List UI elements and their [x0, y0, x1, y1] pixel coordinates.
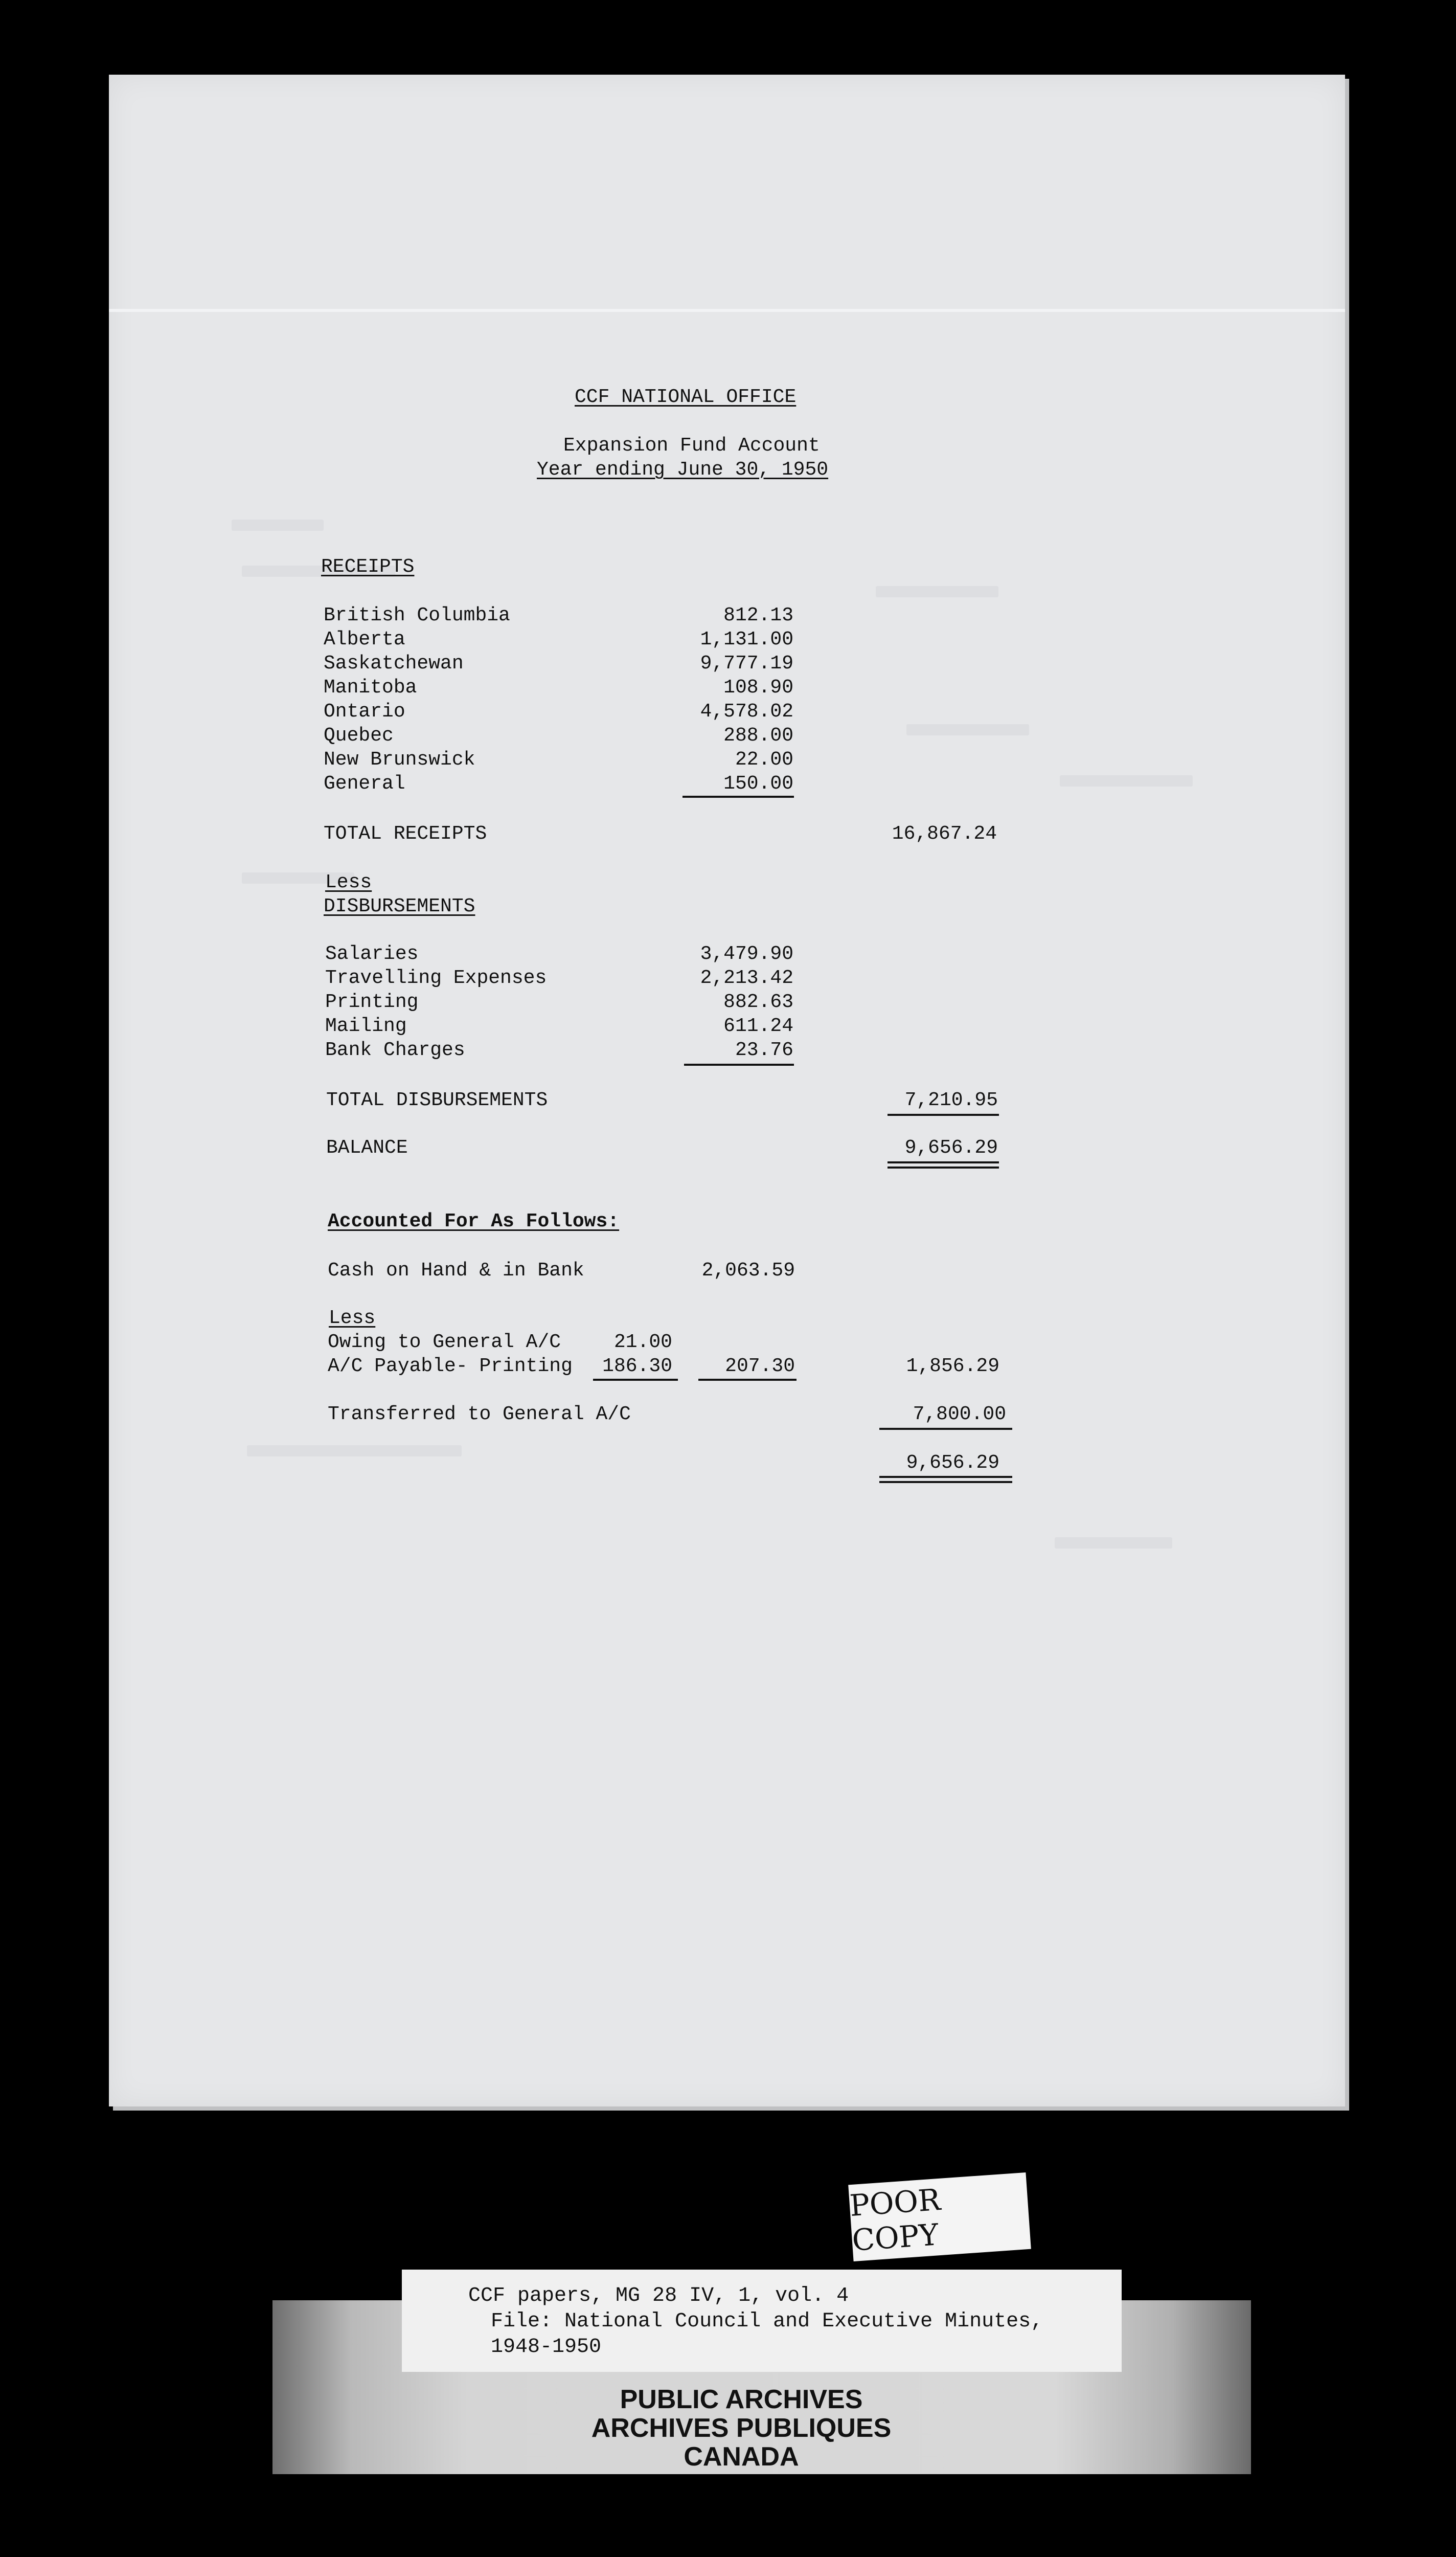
receipt-amount: 150.00 [723, 773, 793, 795]
receipt-label: British Columbia [324, 604, 510, 626]
disbursement-amount: 3,479.90 [700, 943, 793, 965]
receipt-label: General [324, 773, 405, 795]
double-rule [888, 1167, 999, 1169]
subtotal-rule [682, 796, 794, 798]
page-fold [109, 309, 1345, 312]
receipt-amount: 812.13 [723, 604, 793, 626]
receipt-label: Alberta [324, 629, 405, 651]
disbursement-label: Printing [325, 991, 419, 1013]
receipt-amount: 1,131.00 [700, 629, 793, 651]
double-rule [888, 1161, 999, 1163]
disbursement-label: Travelling Expenses [325, 967, 547, 989]
receipt-amount: 4,578.02 [700, 701, 793, 723]
accounted-heading [328, 1212, 619, 1231]
archive-name: PUBLIC ARCHIVES [620, 2385, 863, 2414]
bleed-through [876, 586, 998, 597]
disbursement-amount: 882.63 [723, 991, 793, 1013]
period: Year ending June 30, 1950 [537, 459, 829, 481]
bleed-through [232, 520, 324, 531]
archive-country: CANADA [684, 2442, 799, 2472]
receipt-label: Manitoba [324, 677, 417, 699]
balance-amount: 9,656.29 [904, 1137, 998, 1159]
reference-line: 1948-1950 [491, 2336, 602, 2359]
total-rule [879, 1428, 1012, 1430]
total-disbursements-label: TOTAL DISBURSEMENTS [326, 1089, 548, 1111]
bleed-through [1060, 775, 1193, 787]
owing-amount: 21.00 [613, 1331, 672, 1353]
disbursement-amount: 2,213.42 [700, 967, 793, 989]
payable-label: A/C Payable- Printing [328, 1355, 573, 1377]
receipt-label: New Brunswick [324, 749, 475, 771]
subtotal-rule [698, 1379, 797, 1381]
transferred-amount: 7,800.00 [913, 1403, 1006, 1425]
bleed-through [906, 724, 1029, 735]
receipts-heading: RECEIPTS [321, 556, 415, 578]
bleed-through [1055, 1537, 1172, 1549]
bleed-through [247, 1445, 462, 1456]
reference-line: CCF papers, MG 28 IV, 1, vol. 4 [468, 2284, 849, 2307]
accounted-heading-text: Accounted For As Follows: [328, 1210, 620, 1232]
total-rule [888, 1114, 999, 1116]
payable-amount: 186.30 [602, 1355, 672, 1377]
reference-line: File: National Council and Executive Minutes, [491, 2310, 1043, 2333]
cash-label: Cash on Hand & in Bank [328, 1260, 584, 1282]
receipt-amount: 22.00 [735, 749, 793, 771]
net-amount: 1,856.29 [906, 1355, 999, 1377]
total-receipts-label: TOTAL RECEIPTS [324, 823, 487, 845]
total-receipts-amount: 16,867.24 [892, 823, 997, 845]
double-rule [879, 1481, 1012, 1483]
owing-label: Owing to General A/C [328, 1331, 561, 1353]
subtotal-rule [684, 1064, 794, 1066]
balance-label: BALANCE [326, 1137, 408, 1159]
archive-name: ARCHIVES PUBLIQUES [591, 2413, 892, 2443]
receipt-amount: 108.90 [723, 677, 793, 699]
document-title: CCF NATIONAL OFFICE [575, 386, 797, 408]
receipt-label: Quebec [324, 725, 394, 747]
disbursement-label: Salaries [325, 943, 419, 965]
transferred-label: Transferred to General A/C [328, 1403, 631, 1425]
receipt-label: Ontario [324, 701, 405, 723]
disbursement-label: Mailing [325, 1015, 407, 1037]
double-rule [879, 1476, 1012, 1478]
final-amount: 9,656.29 [906, 1452, 999, 1474]
disbursement-amount: 611.24 [723, 1015, 793, 1037]
less-label: Less [329, 1307, 376, 1329]
less-label: Less [325, 871, 372, 893]
receipt-amount: 288.00 [723, 725, 793, 747]
receipt-amount: 9,777.19 [700, 653, 793, 675]
subtotal-rule [593, 1379, 678, 1381]
disbursements-heading: DISBURSEMENTS [324, 895, 475, 917]
cash-amount: 2,063.59 [701, 1260, 795, 1282]
less-total-amount: 207.30 [725, 1355, 795, 1377]
poor-copy-note: POOR COPY [848, 2172, 1031, 2261]
total-disbursements-amount: 7,210.95 [904, 1089, 998, 1111]
disbursement-label: Bank Charges [325, 1039, 465, 1061]
receipt-label: Saskatchewan [324, 653, 464, 675]
document-page [109, 75, 1345, 2106]
account-name: Expansion Fund Account [563, 435, 820, 457]
disbursement-amount: 23.76 [735, 1039, 793, 1061]
